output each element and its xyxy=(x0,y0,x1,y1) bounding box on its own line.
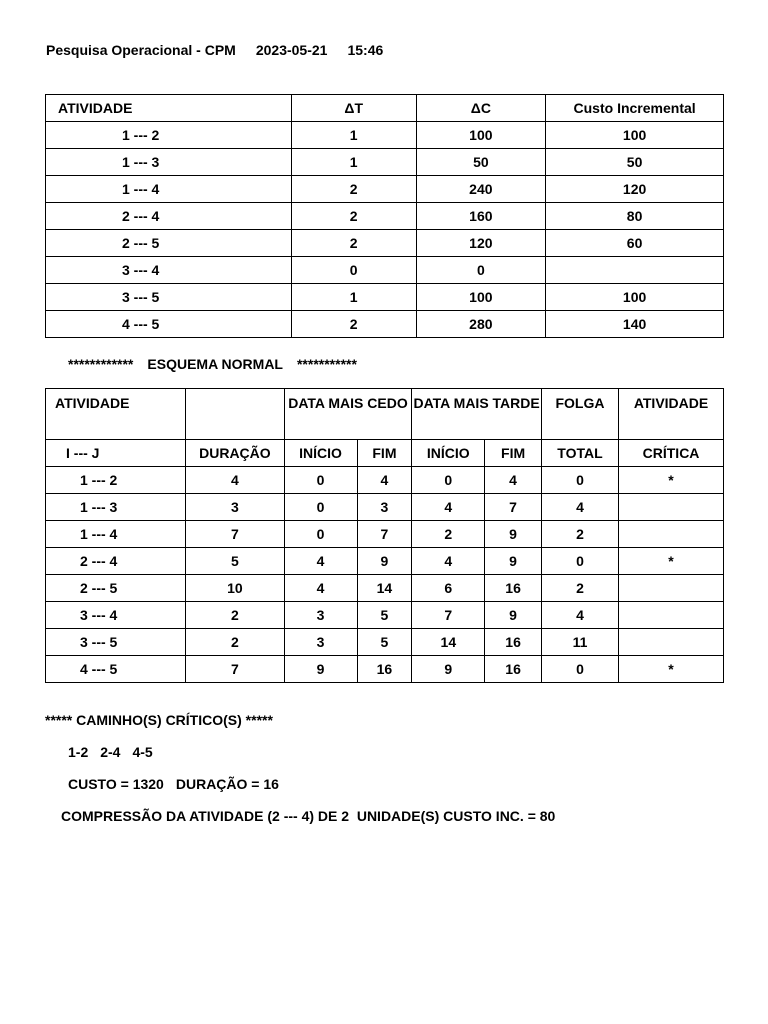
table-cell: 100 xyxy=(416,122,546,149)
critical-path-title: ***** CAMINHO(S) CRÍTICO(S) ***** xyxy=(45,712,273,728)
table-cell: 120 xyxy=(546,176,724,203)
table-cell: 9 xyxy=(412,656,485,683)
table-cell: 2 xyxy=(291,311,416,338)
table-cell: 4 xyxy=(541,602,618,629)
table-cell: 3 --- 4 xyxy=(46,602,186,629)
schedule-header-top xyxy=(46,389,724,440)
separator-stars-right: *********** xyxy=(296,356,357,372)
table-row xyxy=(46,176,724,203)
table-cell: 4 xyxy=(284,548,357,575)
table-cell: 50 xyxy=(416,149,546,176)
table-row xyxy=(46,656,724,683)
table-cell: 3 xyxy=(284,629,357,656)
table-row xyxy=(46,575,724,602)
column-header: INÍCIO xyxy=(284,440,357,467)
table-cell: 9 xyxy=(485,521,542,548)
table-cell: 1 --- 3 xyxy=(46,494,186,521)
table-cell: 0 xyxy=(541,467,618,494)
table-cell: 2 xyxy=(291,230,416,257)
table-cell: 2 xyxy=(186,602,284,629)
table-cell: 0 xyxy=(412,467,485,494)
column-group-header: DATA MAIS TARDE xyxy=(412,389,542,440)
table-cell xyxy=(619,494,724,521)
column-header: CRÍTICA xyxy=(619,440,724,467)
table-cell: 0 xyxy=(291,257,416,284)
report-title: Pesquisa Operacional - CPM xyxy=(46,42,236,58)
table-row xyxy=(46,602,724,629)
table-cell: 16 xyxy=(357,656,412,683)
table-cell: 0 xyxy=(541,656,618,683)
total-duration: DURAÇÃO = 16 xyxy=(175,776,279,792)
column-header: ΔC xyxy=(416,95,546,122)
column-group-header: ATIVIDADE xyxy=(619,389,724,440)
table-cell: 9 xyxy=(485,548,542,575)
critical-path-edge: 4-5 xyxy=(132,744,153,760)
table-cell: 4 xyxy=(284,575,357,602)
table-row xyxy=(46,257,724,284)
table-cell: 3 --- 4 xyxy=(46,257,292,284)
table-cell: 4 --- 5 xyxy=(46,311,292,338)
table-cell: 9 xyxy=(284,656,357,683)
table-row xyxy=(46,284,724,311)
table-cell: 3 xyxy=(357,494,412,521)
table-cell: 11 xyxy=(541,629,618,656)
table-cell: 2 xyxy=(541,575,618,602)
table-cell: 3 --- 5 xyxy=(46,629,186,656)
table-cell: 16 xyxy=(485,656,542,683)
table-row xyxy=(46,230,724,257)
table-cell: * xyxy=(619,548,724,575)
table-cell: 2 xyxy=(412,521,485,548)
table-cell: 1 --- 4 xyxy=(46,521,186,548)
table-cell xyxy=(619,602,724,629)
schedule-header-bottom xyxy=(46,440,724,467)
compression-note: COMPRESSÃO DA ATIVIDADE (2 --- 4) DE 2 UNIDADE(S) CUSTO INC. = 80 xyxy=(61,808,556,824)
table-cell: 100 xyxy=(546,284,724,311)
table-cell: 4 xyxy=(412,494,485,521)
critical-path-edge: 2-4 xyxy=(100,744,121,760)
table-row xyxy=(46,494,724,521)
table-cell: 7 xyxy=(412,602,485,629)
table-cell: 1 xyxy=(291,284,416,311)
table-cell: 100 xyxy=(416,284,546,311)
table-cell: 7 xyxy=(485,494,542,521)
table-cell: 5 xyxy=(357,629,412,656)
table-cell: 2 xyxy=(291,203,416,230)
table-cell: 14 xyxy=(357,575,412,602)
table-cell: 9 xyxy=(357,548,412,575)
cost-duration-line xyxy=(68,776,291,792)
table-cell: 10 xyxy=(186,575,284,602)
table-cell: 100 xyxy=(546,122,724,149)
table-cell: 1 --- 3 xyxy=(46,149,292,176)
table-cell: 4 --- 5 xyxy=(46,656,186,683)
table-row xyxy=(46,122,724,149)
table-cell: 4 xyxy=(541,494,618,521)
table-cell: 9 xyxy=(485,602,542,629)
table-cell: 14 xyxy=(412,629,485,656)
column-group-header xyxy=(186,389,284,440)
column-header: DURAÇÃO xyxy=(186,440,284,467)
critical-path-edge: 1-2 xyxy=(68,744,89,760)
table-cell: 120 xyxy=(416,230,546,257)
table-cell: 7 xyxy=(186,656,284,683)
table-cell: 240 xyxy=(416,176,546,203)
table-cell: 160 xyxy=(416,203,546,230)
report-time: 15:46 xyxy=(347,42,384,58)
column-header: TOTAL xyxy=(541,440,618,467)
table-cell: 50 xyxy=(546,149,724,176)
table-cell: 2 --- 5 xyxy=(46,575,186,602)
table-cell: * xyxy=(619,656,724,683)
table-cell: 2 --- 4 xyxy=(46,203,292,230)
separator-stars-left: ************ xyxy=(68,356,134,372)
section-separator xyxy=(68,356,357,372)
table-cell: 0 xyxy=(284,521,357,548)
table-cell: 2 xyxy=(186,629,284,656)
table-row xyxy=(46,521,724,548)
table-cell: 4 xyxy=(186,467,284,494)
table-cell: 140 xyxy=(546,311,724,338)
column-header: Custo Incremental xyxy=(546,95,724,122)
table-cell: 0 xyxy=(541,548,618,575)
table-cell: 2 xyxy=(541,521,618,548)
critical-path-list xyxy=(68,744,165,760)
column-group-header: DATA MAIS CEDO xyxy=(284,389,412,440)
table-row xyxy=(46,548,724,575)
table-cell: 80 xyxy=(546,203,724,230)
table-cell: 5 xyxy=(186,548,284,575)
table-cell: 60 xyxy=(546,230,724,257)
table-row xyxy=(46,203,724,230)
table-cell: 0 xyxy=(416,257,546,284)
report-date: 2023-05-21 xyxy=(255,42,328,58)
table-cell: 4 xyxy=(412,548,485,575)
table-cell: 7 xyxy=(186,521,284,548)
table-cell xyxy=(619,629,724,656)
table-row xyxy=(46,311,724,338)
column-group-header: FOLGA xyxy=(541,389,618,440)
table-cell xyxy=(619,575,724,602)
compression-table xyxy=(45,94,724,338)
separator-label: ESQUEMA NORMAL xyxy=(147,356,283,372)
table-row xyxy=(46,149,724,176)
table-cell: 2 --- 4 xyxy=(46,548,186,575)
table-cell: 0 xyxy=(284,494,357,521)
table-cell: 280 xyxy=(416,311,546,338)
table-cell: 5 xyxy=(357,602,412,629)
table-cell: 16 xyxy=(485,629,542,656)
table-cell: 3 xyxy=(284,602,357,629)
column-header: FIM xyxy=(357,440,412,467)
table-cell: * xyxy=(619,467,724,494)
table-cell: 4 xyxy=(485,467,542,494)
total-cost: CUSTO = 1320 xyxy=(68,776,164,792)
column-header: I --- J xyxy=(46,440,186,467)
column-header: FIM xyxy=(485,440,542,467)
column-header: INÍCIO xyxy=(412,440,485,467)
table-cell: 1 xyxy=(291,122,416,149)
table-cell xyxy=(619,521,724,548)
column-header: ATIVIDADE xyxy=(46,95,292,122)
table-cell xyxy=(546,257,724,284)
table-cell: 3 xyxy=(186,494,284,521)
table-row xyxy=(46,467,724,494)
column-header: ΔT xyxy=(291,95,416,122)
table-cell: 1 xyxy=(291,149,416,176)
table-cell: 4 xyxy=(357,467,412,494)
table-cell: 7 xyxy=(357,521,412,548)
table-cell: 2 --- 5 xyxy=(46,230,292,257)
table-cell: 1 --- 2 xyxy=(46,467,186,494)
table-row xyxy=(46,629,724,656)
table-cell: 16 xyxy=(485,575,542,602)
table-cell: 6 xyxy=(412,575,485,602)
table-cell: 3 --- 5 xyxy=(46,284,292,311)
table-cell: 1 --- 2 xyxy=(46,122,292,149)
table-cell: 0 xyxy=(284,467,357,494)
compression-table-header xyxy=(46,95,724,122)
report-header xyxy=(46,42,383,58)
normal-schedule-table xyxy=(45,388,724,683)
column-group-header: ATIVIDADE xyxy=(46,389,186,440)
table-cell: 2 xyxy=(291,176,416,203)
table-cell: 1 --- 4 xyxy=(46,176,292,203)
